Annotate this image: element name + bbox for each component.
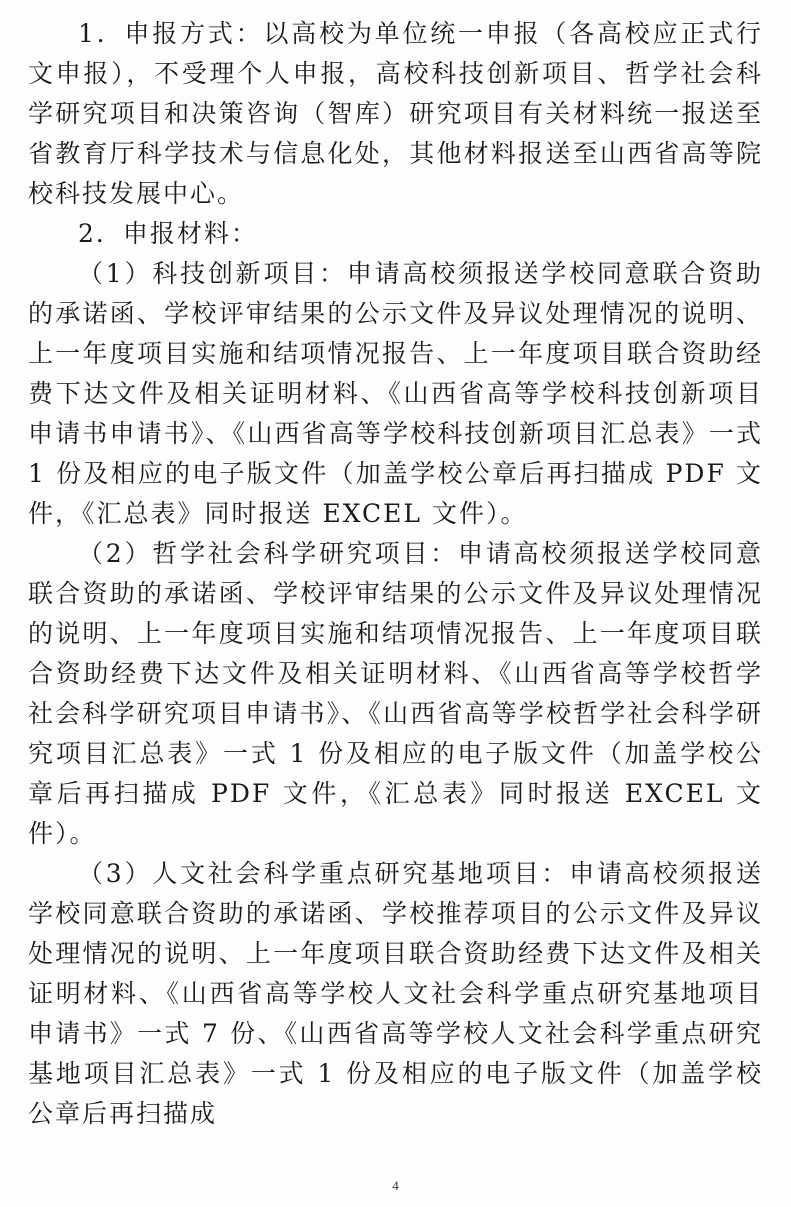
paragraph-tech-innovation: （1）科技创新项目：申请高校须报送学校同意联合资助的承诺函、学校评审结果的公示文件及异议处理情况的说明、上一年度项目实施和结项情况报告、上一年度项目联合资助经费下达文件及相关证明材料、《山西省高等学校科技创新项目申请书申请书》、《山西省高等学校科技创新项目汇总表》一式 1 份及相应的电子版文件（加盖学校公章后再扫描成 PDF 文件，《汇总表》同时报送 EXCEL 文件）。 [28,259,763,528]
page-number: 4 [392,1178,399,1193]
paragraph-humanities-research-base: （3）人文社会科学重点研究基地项目：申请高校须报送学校同意联合资助的承诺函、学校推荐项目的公示文件及异议处理情况的说明、上一年度项目联合资助经费下达文件及相关证明材料、《山西省高等学校人文社会科学重点研究基地项目申请书》一式 7 份、《山西省高等学校人文社会科学重点研究基地项目汇总表》一式 1 份及相应的电子版文件（加盖学校公章后再扫描成 [28,859,763,1128]
paragraph-materials-heading: 2．申报材料： [78,219,258,248]
paragraph-philosophy-social-science: （2）哲学社会科学研究项目：申请高校须报送学校同意联合资助的承诺函、学校评审结果的公示文件及异议处理情况的说明、上一年度项目实施和结项情况报告、上一年度项目联合资助经费下达文件及相关证明材料、《山西省高等学校哲学社会科学研究项目申请书》、《山西省高等学校哲学社会科学研究项目汇总表》一式 1 份及相应的电子版文件（加盖学校公章后再扫描成 PDF 文件，《汇总表》同时报送 EXCEL 文件）。 [28,539,763,848]
document-body [28,14,763,1134]
paragraph-submission-method: 1．申报方式：以高校为单位统一申报（各高校应正式行文申报），不受理个人申报，高校科技创新项目、哲学社会科学研究项目和决策咨询（智库）研究项目有关材料统一报送至省教育厅科学技术与信息化处，其他材料报送至山西省高等院校科技发展中心。 [28,19,763,208]
